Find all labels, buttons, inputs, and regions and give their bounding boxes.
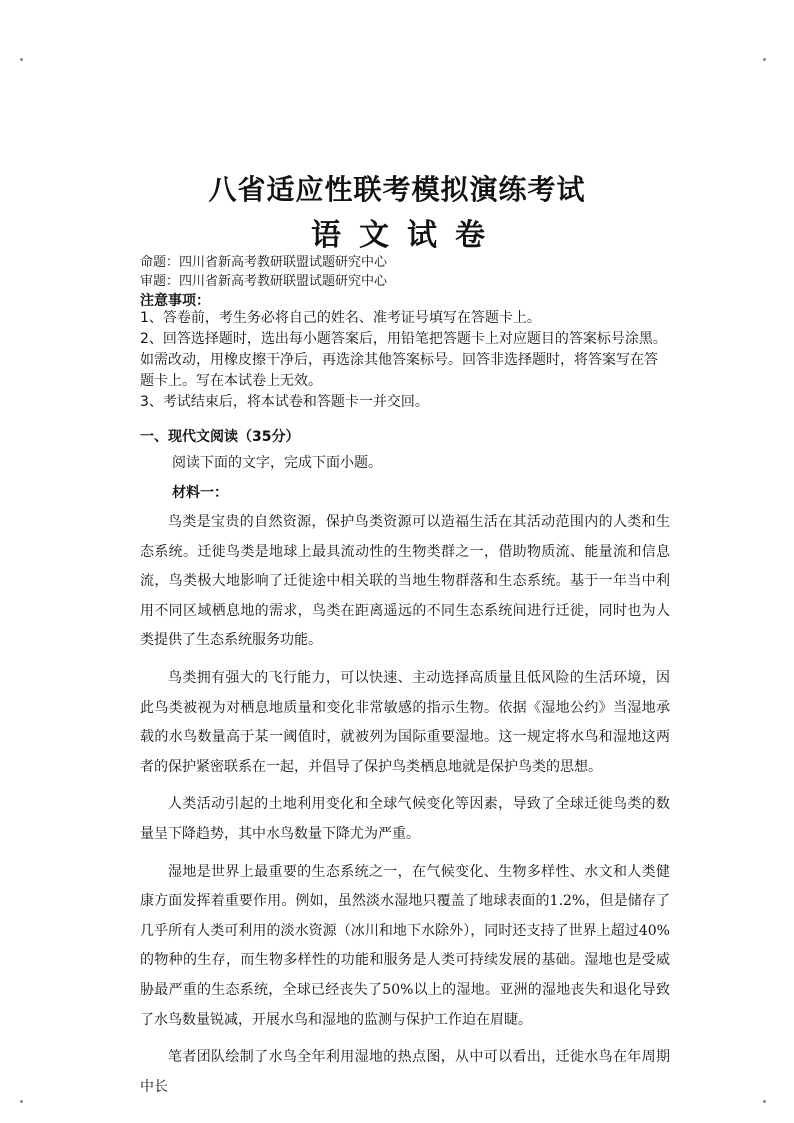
- scan-speck: [20, 58, 23, 61]
- notice-item: 1、答卷前，考生务必将自己的姓名、准考证号填写在答题卡上。: [140, 310, 541, 326]
- passage-paragraph: 鸟类是宝贵的自然资源，保护鸟类资源可以造福生活在其活动范围内的人类和生态系统。迁徙鸟类是地球上最具流动性的生物类群之一，借助物质流、能量流和信息流，鸟类极大地影响了迁徙途中相关联的当地生物群落和生态系统。基于一年当中利用不同区域栖息地的需求，鸟类在距离遥远的不同生态系统间进行迁徙，同时也为人类提供了生态系统服务功能。: [140, 514, 670, 649]
- exam-subtitle: 语文试卷: [311, 218, 503, 253]
- material-heading: 材料一：: [172, 485, 228, 501]
- reviewer-line: 审题：四川省新高考教研联盟试题研究中心: [140, 274, 388, 289]
- scan-speck: [763, 1100, 766, 1103]
- reading-instruction: 阅读下面的文字，完成下面小题。: [172, 455, 382, 471]
- passage-paragraph: 人类活动引起的土地利用变化和全球气候变化等因素，导致了全球迁徙鸟类的数量呈下降趋势，其中水鸟数量下降尤为严重。: [140, 796, 670, 842]
- reading-passage: [140, 508, 670, 1110]
- section-heading: 一、现代文阅读（35分）: [140, 429, 300, 445]
- passage-paragraph: 笔者团队绘制了水鸟全年利用湿地的热点图，从中可以看出，迁徙水鸟在年周期中长: [140, 1049, 670, 1095]
- notice-heading: 注意事项：: [140, 293, 210, 309]
- exam-title: 八省适应性联考模拟演练考试: [208, 173, 586, 206]
- notice-item: 3、考试结束后，将本试卷和答题卡一并交回。: [140, 394, 429, 410]
- passage-paragraph: 湿地是世界上最重要的生态系统之一，在气候变化、生物多样性、水文和人类健康方面发挥着重要作用。例如，虽然淡水湿地只覆盖了地球表面的1.2%，但是储存了几乎所有人类可利用的淡水资源（冰川和地下水除外），同时还支持了世界上超过40%的物种的生存，而生物多样性的功能和服务是人类可持续发展的基础。湿地也是受威胁最严重的生态系统，全球已经丧失了50%以上的湿地。亚洲的湿地丧失和退化导致了水鸟数量锐减，开展水鸟和湿地的监测与保护工作迫在眉睫。: [140, 863, 670, 1028]
- author-line: 命题：四川省新高考教研联盟试题研究中心: [140, 255, 388, 270]
- scan-speck: [20, 1100, 23, 1103]
- passage-paragraph: 鸟类拥有强大的飞行能力，可以快速、主动选择高质量且低风险的生活环境，因此鸟类被视为对栖息地质量和变化非常敏感的指示生物。依据《湿地公约》当湿地承载的水鸟数量高于某一阈值时，就被列为国际重要湿地。这一规定将水鸟和湿地这两者的保护紧密联系在一起，并倡导了保护鸟类栖息地就是保护鸟类的思想。: [140, 669, 670, 775]
- notice-list: [140, 308, 670, 413]
- scan-speck: [763, 58, 766, 61]
- notice-item: 2、回答选择题时，选出每小题答案后，用铅笔把答题卡上对应题目的答案标号涂黑。如需改动，用橡皮擦干净后，再选涂其他答案标号。回答非选择题时，将答案写在答题卡上。写在本试卷上无效。: [140, 331, 667, 389]
